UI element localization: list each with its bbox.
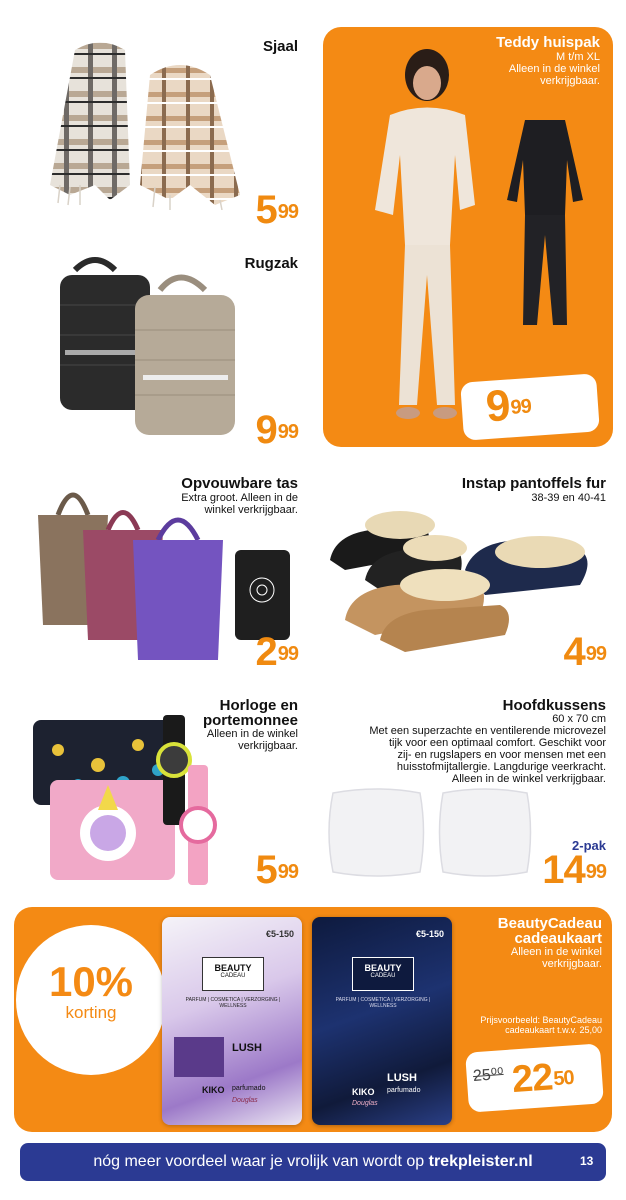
backpack-price-int: 9 xyxy=(255,408,277,452)
teddy-black-suit-image xyxy=(505,120,585,330)
beauty-card-dark xyxy=(312,917,452,1125)
pillows-desc-5: Alleen in de winkel verkrijgbaar. xyxy=(451,773,606,785)
teddy-size: M t/m XL xyxy=(555,51,600,63)
teddy-price-int: 9 xyxy=(484,380,512,432)
teddy-model-image xyxy=(365,45,485,430)
slippers-sizes: 38-39 en 40-41 xyxy=(531,492,606,504)
teddy-price xyxy=(484,380,532,432)
watch-wallet-image xyxy=(28,715,228,890)
pillows-pack: 2-pak xyxy=(572,838,606,853)
beauty-card-light xyxy=(162,917,302,1125)
card-categories: PARFUM | COSMETICA | VERZORGING | WELLNESS xyxy=(185,997,281,1009)
pillows-desc-4: huisstofmijtallergie. Langdurige veerkracht. xyxy=(396,761,606,773)
slippers-price-int: 4 xyxy=(563,630,585,674)
pillows-desc-1: Met een superzachte en ventilerende microvezel xyxy=(369,725,606,737)
backpack-price xyxy=(256,410,299,450)
card2-perfumado: parfumado xyxy=(387,1087,421,1094)
card-kiko: KIKO xyxy=(202,1085,225,1095)
backpack-image xyxy=(35,250,245,440)
page-number: 13 xyxy=(580,1154,594,1168)
card2-brand-box xyxy=(352,957,414,991)
card2-douglas: Douglas xyxy=(352,1100,378,1107)
card-amount: €5-150 xyxy=(265,929,294,939)
card2-brand-1: BEAUTY xyxy=(364,963,402,973)
scarf-price-dec: 99 xyxy=(277,201,298,223)
slippers-price-dec: 99 xyxy=(585,643,606,665)
footer-text-wrap xyxy=(20,1152,606,1172)
watch-line2: verkrijgbaar. xyxy=(238,740,298,752)
teddy-line3: verkrijgbaar. xyxy=(540,75,600,87)
beauty-price-int: 22 xyxy=(510,1056,554,1102)
scarf-price-int: 5 xyxy=(255,188,277,232)
beauty-price xyxy=(511,1056,575,1100)
scarf-price xyxy=(256,190,299,230)
pillows-title: Hoofdkussens xyxy=(502,697,606,714)
beauty-price-dec: 50 xyxy=(552,1066,575,1091)
teddy-line2: Alleen in de winkel xyxy=(508,63,600,75)
watch-line1: Alleen in de winkel xyxy=(206,728,298,740)
discount-percentage: 10% xyxy=(48,958,134,1005)
bag-price-dec: 99 xyxy=(277,643,298,665)
teddy-price-dec: 99 xyxy=(509,395,532,419)
beauty-old-price: 25⁰⁰ xyxy=(472,1065,505,1086)
pillows-size: 60 x 70 cm xyxy=(552,713,606,725)
beauty-line1: Alleen in de winkel xyxy=(510,946,602,958)
pillows-price-dec: 99 xyxy=(585,861,606,883)
pillows-desc-2: tijk voor een optimaal comfort. Geschikt voor xyxy=(388,737,606,749)
backpack-title: Rugzak xyxy=(244,255,298,272)
pillows-desc-3: zij- en rugslapers en voor mensen met een xyxy=(397,749,606,761)
bag-title: Opvouwbare tas xyxy=(181,475,298,492)
card-douglas: Douglas xyxy=(232,1097,258,1104)
bag-price-int: 2 xyxy=(255,630,277,674)
bag-line1: Extra groot. Alleen in de xyxy=(181,492,298,504)
card-brand-2: CADEAU xyxy=(220,973,246,979)
beauty-note-2: cadeaukaart t.w.v. 25,00 xyxy=(505,1025,602,1035)
pillows-image xyxy=(325,785,535,880)
footer-text: nóg meer voordeel waar je vrolijk van wordt op xyxy=(93,1153,425,1170)
watch-price xyxy=(256,850,299,890)
pillows-price-int: 14 xyxy=(542,848,585,892)
card2-brand-2: CADEAU xyxy=(370,973,396,979)
bag-line2: winkel verkrijgbaar. xyxy=(204,504,298,516)
watch-price-int: 5 xyxy=(255,848,277,892)
beauty-title-2: cadeaukaart xyxy=(514,930,602,947)
slippers-price xyxy=(564,632,607,672)
discount-label: korting xyxy=(65,1003,117,1022)
beauty-line2: verkrijgbaar. xyxy=(542,958,602,970)
watch-title-2: portemonnee xyxy=(202,712,298,729)
beauty-note-1: Prijsvoorbeeld: BeautyCadeau xyxy=(480,1015,602,1025)
card-lush: LUSH xyxy=(232,1042,262,1054)
bag-price xyxy=(256,632,299,672)
card2-kiko: KIKO xyxy=(352,1087,375,1097)
card-brand-box xyxy=(202,957,264,991)
card2-categories: PARFUM | COSMETICA | VERZORGING | WELLNESS xyxy=(335,997,431,1009)
watch-title-1: Horloge en xyxy=(219,697,298,714)
card2-lush: LUSH xyxy=(387,1072,417,1084)
card-perfumado: parfumado xyxy=(232,1085,266,1092)
teddy-title: Teddy huispak xyxy=(496,34,600,51)
backpack-price-dec: 99 xyxy=(277,421,298,443)
beauty-title-1: BeautyCadeau xyxy=(497,915,602,932)
footer-link[interactable]: trekpleister.nl xyxy=(428,1153,533,1170)
slippers-image xyxy=(325,500,600,655)
watch-price-dec: 99 xyxy=(277,861,298,883)
card-brand-1: BEAUTY xyxy=(214,963,252,973)
card2-amount: €5-150 xyxy=(415,929,444,939)
scarf-title: Sjaal xyxy=(262,38,298,55)
scarf-image xyxy=(30,35,255,210)
card-sub-box xyxy=(174,1037,224,1077)
slippers-title: Instap pantoffels fur xyxy=(461,475,606,492)
pillows-price xyxy=(542,850,606,890)
